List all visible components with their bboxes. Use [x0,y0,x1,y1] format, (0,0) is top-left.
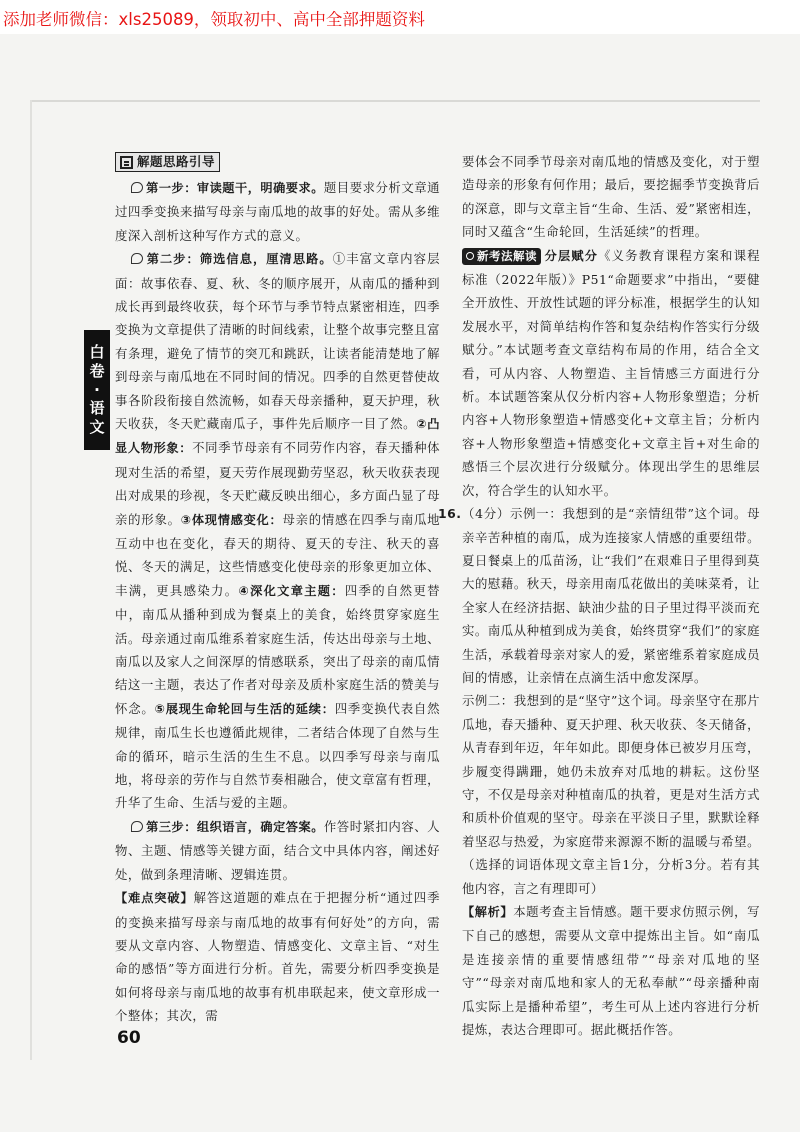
step2-c-label: ③体现情感变化： [180,512,283,527]
step2-label: 第二步：筛选信息，厘清思路。 [146,252,333,267]
step-hand-icon [131,253,143,264]
step3-label: 第三步：组织语言，确定答案。 [146,819,324,834]
left-column [115,152,440,1028]
step1-text: 题目要求分析文章通过四季变换来描写母亲与南瓜地的故事的好处。需从多维度深入剖析这种写作方式的意义。 [115,179,441,243]
answer-example-2: 示例二：我想到的是“坚守”这个词。母亲坚守在那片瓜地，春天播种、夏天护理、秋天收获、冬天储备，从青春到年迈，年年如此。即便身体已被岁月压弯，步履变得蹒跚，她仍未放弃对瓜地的耕耘。这份坚守，不仅是母亲对种植南瓜的执着，更是对生活方式和质朴价值观的坚守。母亲在平淡日子里，默默诠释着坚忍与热爱，为家庭带来源源不断的温暖与希望。（选择的词语体现文章主旨1分，分析3分。若有其他内容，言之有理即可） [462,693,760,896]
scan-edge [30,100,760,102]
analysis-text: 本题考查主旨情感。题干要求仿照示例，写下自己的感想，需要从文章中提炼出主旨。如“南瓜是连接亲情的重要情感纽带”“母亲对瓜地的坚守”“母亲对南瓜地和家人的无私奉献”“母亲播种南瓜实际上是播种希望”，考生可从上述内容进行分析提炼，表达合理即可。据此概括作答。 [462,904,761,1038]
new-exam-label: 分层赋分 [544,248,599,263]
analysis-paragraph [462,900,760,1041]
step3-text: 作答时紧扣内容、人物、主题、情感等关键方面，结合文中具体内容，阐述好处，做到条理清晰、逻辑连贯。 [115,818,441,882]
continued-paragraph: 要体会不同季节母亲对南瓜地的情感及变化，对于塑造母亲的形象有何作用；最后，要挖掘季节变换背后的深意，即与文章主旨“生命、生活、爱”紧密相连，同时又蕴含“生命轮回，生活延续”的哲理。 [462,154,760,240]
step2-text-d: 四季的自然更替中，南瓜从播种到成为餐桌上的美食，始终贯穿家庭生活。母亲通过南瓜维系着家庭生活，传达出母亲与土地、南瓜以及家人之间深厚的情感联系，突出了母亲的南瓜情结这一主题，表达了作者对母亲及质朴家庭生活的赞美与怀念。 [115,582,441,716]
question-16 [438,502,761,1041]
step-hand-icon [131,182,143,193]
answer-example-1: （4分）示例一：我想到的是“亲情纽带”这个词。母亲辛苦种植的南瓜，成为连接家人情感的重要纽带。夏日餐桌上的瓜苗汤，让“我们”在艰难日子里得到莫大的慰藉。秋天，母亲用南瓜花做出的美味菜肴，让全家人在经济拮据、缺油少盐的日子里过得平淡而充实。南瓜从种植到成为美食，始终贯穿“我们”的家庭生活，承载着母亲对家人的爱，紧密维系着家庭成员间的情感，让亲情在点滴生活中愈发深厚。 [462,506,760,685]
section-heading-text: 解题思路引导 [137,154,216,169]
promo-banner: 添加老师微信：xls25089，领取初中、高中全部押题资料 [0,0,800,34]
step2-e-label: ⑤展现生命轮回与生活的延续： [154,701,335,716]
step2-text-c: 母亲的情感在四季与南瓜地互动中也在变化，春天的期待、夏天的专注、秋天的喜悦、冬天的满足，这些情感变化使母亲的形象更加立体、丰满，更具感染力。 [115,511,441,598]
side-tab-char: 白 [89,343,105,362]
step3-paragraph [115,815,440,886]
analysis-label: 【解析】 [462,905,514,919]
difficulty-paragraph [115,886,440,1027]
new-exam-paragraph [462,244,760,502]
side-tab-label [84,330,110,450]
step2-b-label: ②凸显人物形象： [115,416,440,456]
difficulty-label: 【难点突破】 [115,891,194,906]
step2-d-label: ④深化文章主题： [238,583,345,598]
lightbulb-icon [466,252,474,260]
step1-label: 第一步：审读题干，明确要求。 [146,180,324,195]
right-column [438,150,761,1041]
step2-text-b: 不同季节母亲有不同劳作内容，春天播种体现对生活的希望，夏天劳作展现勤劳坚忍，秋天收获表现出对成果的珍视，冬天贮藏反映出细心，多方面凸显了母亲的形象。 [115,440,441,527]
side-tab-char: 文 [89,418,105,437]
step2-text-e: 四季变换代表自然规律，南瓜生长也遵循此规律，二者结合体现了自然与生命的循环，暗示生活的生生不息。以四季写母亲与南瓜地，将母亲的劳作与自然节奏相融合，使文章富有哲理，升华了生命、生活与爱的主题。 [115,700,441,811]
notebook-icon [120,156,133,169]
new-exam-badge-text: 新考法解读 [477,248,537,263]
side-tab-char: 卷 [89,361,105,380]
difficulty-text: 解答这道题的难点在于把握分析“通过四季的变换来描写母亲与南瓜地的故事有何好处”的方向，需要从文章内容、人物塑造、情感变化、文章主旨、“对生命的感悟”等方面进行分析。首先，需要分析四季变换是如何将母亲与南瓜地的故事有机串联起来，使文章形成一个整体；其次，需 [115,890,440,1024]
section-heading [115,152,220,172]
step2-paragraph [115,247,440,815]
new-exam-badge [462,248,541,265]
scan-edge [30,100,32,1060]
step1-paragraph [115,176,440,247]
question-number: 16. [438,506,462,522]
new-exam-text: 《义务教育课程方案和课程标准（2022年版）》P51“命题要求”中指出，“要健全开放性、开放性试题的评分标准，根据学生的认知发展水平，对简单结构作答和复杂结构作答实行分级赋分。”本试题考查文章结构布局的作用，结合全文看，可从内容、人物塑造、主旨情感三方面进行分析。本试题答案从仅分析内容+人物形象塑造；分析内容+人物形象塑造+情感变化+文章主旨；分析内容+人物形象塑造+情感变化+文章主旨+对生命的感悟三个层次进行分级赋分。体现出学生的思维层次，符合学生的认知水平。 [462,247,761,498]
page-number: 60 [117,1028,141,1048]
step2-text-a: ①丰富文章内容层面：故事依春、夏、秋、冬的顺序展开，从南瓜的播种到成长再到最终收获，每个环节与季节特点紧密相连，四季变换为文章提供了清晰的时间线索，让整个故事完整且富有条理，避免了情节的突兀和跳跃，让读者能清楚地了解到母亲与南瓜地在不同时间的情况。四季的自然更替使故事各阶段衔接自然流畅，如春天母亲播种，夏天护理，秋天收获，冬天贮藏南瓜子，事件先后顺序一目了然。 [115,251,441,431]
side-tab-char: 语 [89,399,105,418]
step-hand-icon [131,821,143,832]
side-tab-char: · [94,380,100,399]
